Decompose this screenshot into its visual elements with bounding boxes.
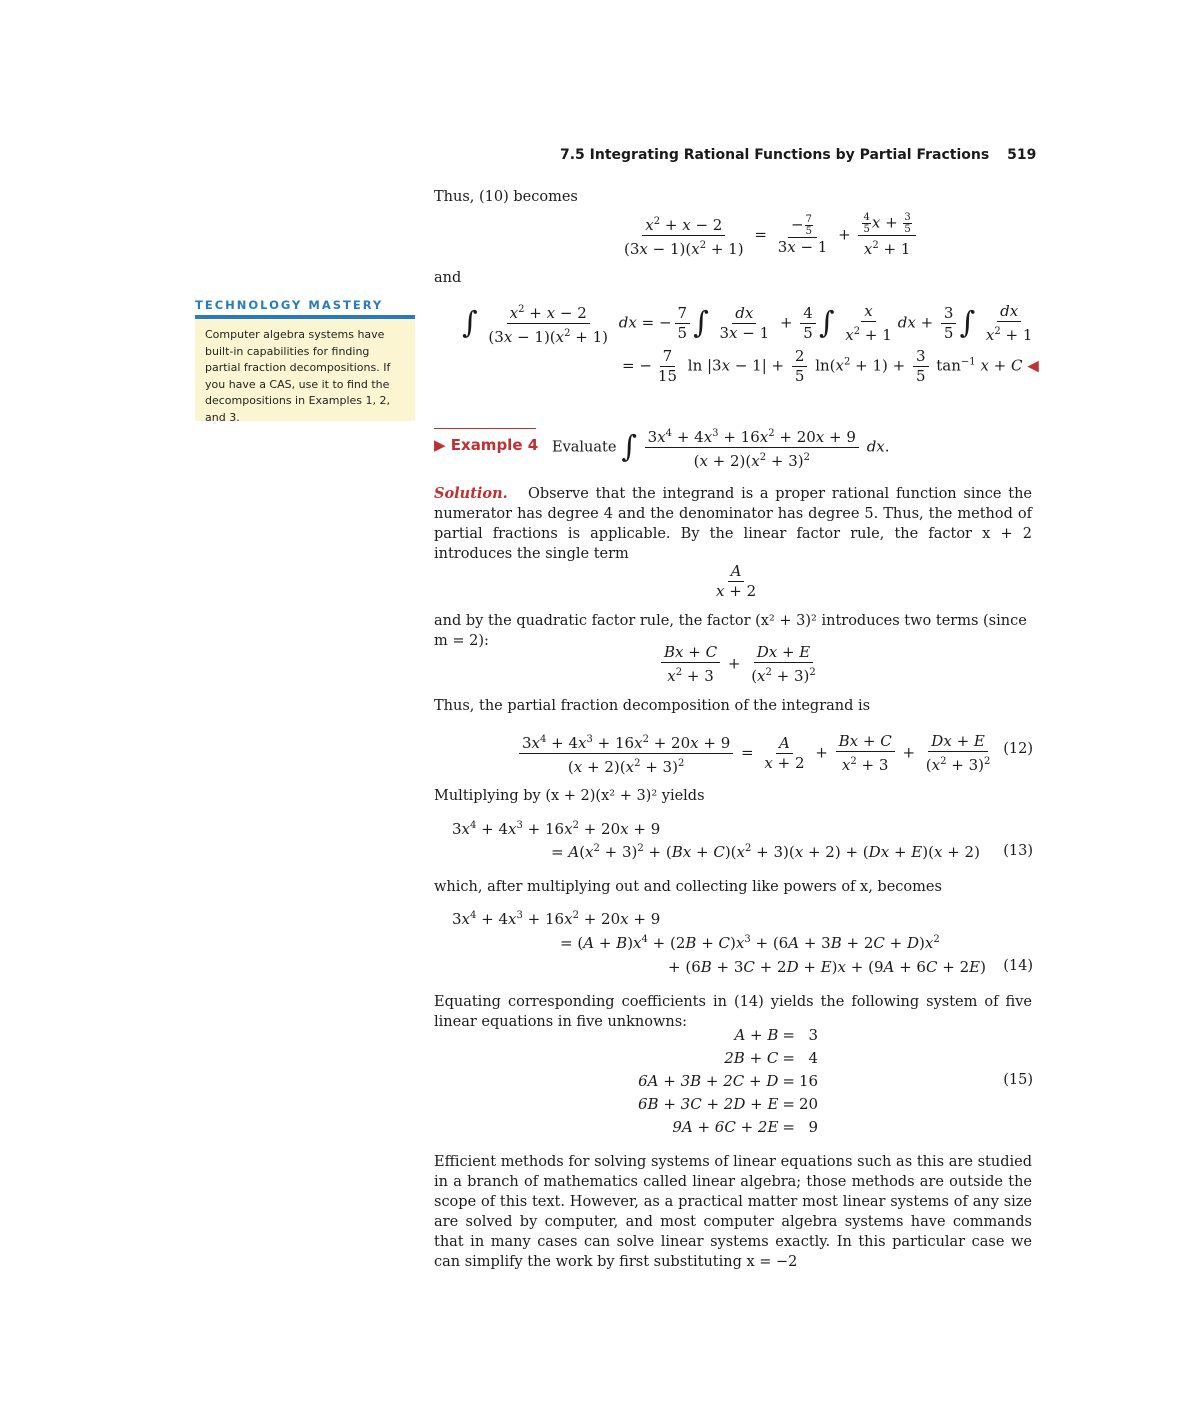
equating-text: Equating corresponding coefficients in (14) yields the following system of five linear equations in five unknowns: [434, 994, 1032, 1030]
equation-number-13: (13) [1003, 843, 1033, 859]
system-rhs: 16 [799, 1072, 819, 1090]
example-integral: Evaluate ∫ $\frac{3x^4 + 4x^3 + 16x^2 + 20x + 9}{(x + 2)(x^2 + 3)^2}$ dx. [552, 424, 890, 471]
system-rhs: 9 [808, 1118, 819, 1136]
example-rule [434, 428, 536, 429]
equation-two-terms: $\frac{Bx + C}{x^2 + 3}$ + $\frac{Dx + E}{(x^2 + 3)^2}$ [658, 643, 822, 686]
equation-integral: ∫ $\frac{x^2 + x - 2}{(3x - 1)(x^2 + 1)}$ dx = − $\frac{7}{5}$ ∫ $\frac{dx}{3x - 1}$ + $\frac{4}{5}$ ∫ $\frac{x}{x^2 + 1}$ dx + $\frac{3}{5}$ ∫ $\frac{dx}{x^2 + 1}$ [462, 302, 1033, 346]
equation-number-14: (14) [1003, 958, 1033, 974]
running-header [560, 147, 1037, 163]
solution-label: Solution. [434, 485, 508, 502]
example-label: ▶ Example 4 [434, 436, 539, 454]
system-row: 2B + C = 4 [636, 1047, 820, 1070]
equation-14-rhs-1: = $(A + B)x^4 + (2B + C)x^3 + (6A + 3B + 2C + D)x^2$ [560, 934, 940, 952]
equation-13-rhs: = $A(x^2 + 3)^2 + (Bx + C)(x^2 + 3)(x + 2) + (Dx + E)(x + 2)$ [551, 843, 980, 861]
collecting-text: which, after multiplying out and collecting like powers of x, becomes [434, 879, 942, 895]
equation-14-lhs: $3x^4 + 4x^3 + 16x^2 + 20x + 9$ [452, 910, 661, 928]
system-lhs: 6B + 3C + 2D + E [638, 1095, 779, 1113]
equation-13-lhs: $3x^4 + 4x^3 + 16x^2 + 20x + 9$ [452, 820, 661, 838]
evaluate-text: Evaluate [552, 439, 617, 456]
system-rhs: 4 [808, 1049, 819, 1067]
system-row: 6A + 3B + 2C + D = 16 [636, 1070, 820, 1093]
decomposition-intro-text: Thus, the partial fraction decomposition of the integrand is [434, 698, 871, 714]
linear-system-15 [636, 1024, 820, 1139]
equation-single-term: $\frac{A}{x + 2}$ [716, 562, 757, 600]
multiplying-text: Multiplying by (x + 2)(x² + 3)² yields [434, 788, 705, 804]
equation-number-15: (15) [1003, 1072, 1033, 1088]
quadratic-rule-text: and by the quadratic factor rule, the factor (x² + 3)² introduces two terms (since m = 2): [434, 613, 1027, 649]
end-of-example-marker-icon: ◀ [1027, 356, 1039, 375]
example-title: Example 4 [450, 436, 539, 454]
system-rhs: 20 [799, 1095, 819, 1113]
system-row: 9A + 6C + 2E = 9 [636, 1116, 820, 1139]
system-lhs: 9A + 6C + 2E [672, 1118, 779, 1136]
solution-paragraph [434, 484, 1032, 564]
and-text: and [434, 270, 462, 286]
sidebar-text: Computer algebra systems have built-in capabilities for finding partial fraction decompositions. If you have a CAS, use it to find the decompositions in Examples 1, 2, and 3. [205, 328, 391, 424]
system-row: A + B = 3 [636, 1024, 820, 1047]
equation-12: $\frac{3x^4 + 4x^3 + 16x^2 + 20x + 9}{(x + 2)(x^2 + 3)^2}$ = $\frac{A}{x + 2}$ + $\frac{Bx + C}{x^2 + 3}$ + $\frac{Dx + E}{(x^2 + 3)^2}$ [516, 730, 996, 777]
equation-number-12: (12) [1003, 741, 1033, 757]
final-paragraph: Efficient methods for solving systems of linear equations such as this are studied in a branch of mathematics called linear algebra; those methods are outside the scope of this text. However, as a practical matter most linear systems of any size are solved by computer, and most computer algebra systems have commands that in many cases can solve linear systems exactly. In this particular case we can simplify the work by first substituting x = −2 [434, 1154, 1032, 1270]
system-lhs: A + B [734, 1026, 779, 1044]
system-lhs: 6A + 3B + 2C + D [638, 1072, 779, 1090]
equation-decomposition-10: $\frac{x^2 + x - 2}{(3x - 1)(x^2 + 1)}$ = − $\frac{7}{5}$ 3x − 1 + $\frac{4}{5}$ x + $\frac{3}{5}$ $x^2 + 1$ [618, 212, 919, 259]
system-table [636, 1024, 820, 1139]
system-rhs: 3 [808, 1026, 819, 1044]
sidebar-title: TECHNOLOGY MASTERY [195, 298, 384, 312]
thus-text: Thus, (10) becomes [434, 189, 578, 205]
section-title: 7.5 Integrating Rational Functions by Partial Fractions [560, 147, 990, 163]
system-row: 6B + 3C + 2D + E = 20 [636, 1093, 820, 1116]
equation-14-rhs-2: + (6B + 3C + 2D + E)x + (9A + 6C + 2E) [668, 958, 986, 976]
solution-text: Observe that the integrand is a proper rational function since the numerator has degree 4 and the denominator has degree 5. Thus, the method of partial fractions is applicable. By the linear factor rule, the factor x + 2 introduces the single term [434, 486, 1033, 562]
equation-integral-result: = − $\frac{7}{15}$ ln |3x − 1| + $\frac{2}{5}$ $\ln(x^2 + 1)$ + $\frac{3}{5}$ $\tan^{-1} x + C$ ◀ [622, 347, 1039, 385]
system-lhs: 2B + C [724, 1049, 779, 1067]
page-number: 519 [1007, 147, 1037, 163]
